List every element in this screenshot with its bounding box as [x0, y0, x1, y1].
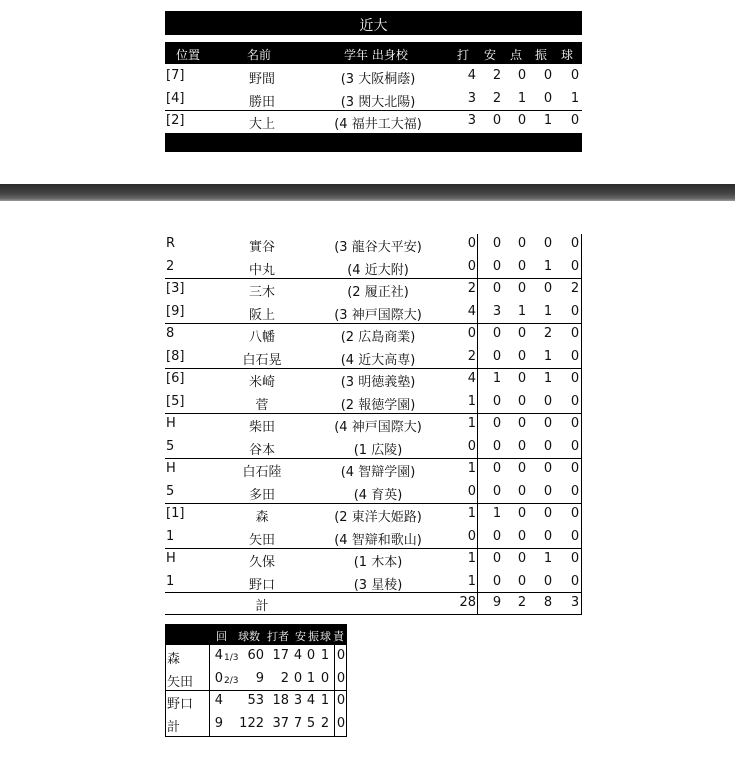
batter-position: 1 [166, 528, 175, 544]
batter-name: 大上 [248, 117, 275, 132]
batter-at-bats: 0 [467, 258, 476, 274]
pitcher-earned-runs: 0 [336, 648, 346, 663]
batter-name: 三木 [248, 285, 275, 300]
pitcher-innings-whole: 4 [214, 693, 223, 708]
pitching-right-border [346, 645, 347, 737]
batter-strikeouts: 0 [543, 416, 553, 431]
batter-at-bats: 3 [467, 113, 476, 128]
pitcher-strikeouts: 1 [306, 670, 316, 686]
header-walks: 球 [561, 48, 574, 62]
batter-name: 阪上 [248, 307, 275, 323]
batter-position: 1 [166, 573, 175, 589]
batter-walks: 0 [570, 416, 580, 431]
batter-hits: 3 [492, 303, 502, 319]
batter-rbi: 0 [517, 68, 527, 83]
batter-school: (4 育英) [353, 487, 403, 503]
batter-name: 多田 [248, 487, 275, 503]
batter-school: (3 神戸国際大) [334, 307, 422, 323]
batter-name: 中丸 [248, 262, 275, 278]
pitcher-strikeouts: 0 [306, 648, 316, 663]
total-label: 計 [255, 599, 269, 614]
batter-rbi: 0 [517, 461, 527, 476]
batter-school: (3 龍谷大平安) [334, 240, 422, 255]
batter-walks: 0 [570, 371, 580, 386]
batter-name: 野口 [248, 577, 275, 593]
total-strikeouts: 8 [543, 595, 553, 610]
batter-strikeouts: 1 [543, 371, 553, 386]
pitcher-name: 計 [167, 719, 181, 735]
pitcher-hits-allowed: 4 [293, 648, 303, 663]
batter-position: 5 [166, 483, 175, 499]
batter-walks: 0 [570, 393, 580, 409]
pitcher-innings-fraction: 1/3 [224, 653, 239, 663]
batter-name: 矢田 [248, 532, 275, 548]
batter-name: 柴田 [248, 420, 275, 435]
header-batters-faced: 打者 [267, 630, 289, 643]
batter-school: (2 広島商業) [340, 330, 416, 345]
batter-rbi: 0 [517, 573, 527, 589]
batter-walks: 0 [570, 506, 580, 521]
batter-rbi: 1 [517, 303, 527, 319]
row-separator [165, 503, 582, 504]
page-divider [0, 184, 735, 201]
row-separator [165, 323, 582, 324]
batter-at-bats: 0 [467, 326, 476, 341]
header-pitcher-strikeouts: 振 [308, 630, 319, 643]
batter-walks: 0 [570, 326, 580, 341]
header-pitch-count: 球数 [238, 630, 260, 643]
batter-position: H [166, 461, 176, 476]
pitcher-walks: 1 [320, 693, 330, 708]
batter-position: [1] [166, 506, 185, 521]
batter-walks: 0 [570, 551, 580, 566]
pitcher-pitch-count: 60 [247, 648, 264, 663]
top-footer-bar [165, 133, 582, 152]
batter-name: 米崎 [248, 375, 275, 390]
header-school: 学年 出身校 [344, 48, 408, 62]
batter-at-bats: 1 [467, 551, 476, 566]
batter-school: (4 近大高専) [340, 352, 416, 368]
batter-strikeouts: 1 [543, 303, 553, 319]
batter-at-bats: 2 [467, 348, 476, 364]
batter-hits: 0 [492, 551, 502, 566]
batter-name: 實谷 [248, 240, 275, 255]
pitching-left-border [165, 645, 166, 737]
batter-at-bats: 3 [467, 90, 476, 106]
pitcher-pitch-count: 9 [255, 670, 264, 686]
batter-rbi: 0 [517, 281, 527, 296]
batter-name: 白石陸 [242, 465, 282, 480]
batter-position: R [166, 236, 176, 251]
batter-hits: 0 [492, 326, 502, 341]
batter-name: 菅 [255, 397, 269, 413]
batter-strikeouts: 0 [543, 506, 553, 521]
total-separator [165, 592, 582, 593]
batter-school: (3 関大北陽) [340, 94, 416, 110]
batter-rbi: 0 [517, 483, 527, 499]
batter-hits: 0 [492, 438, 502, 454]
pitcher-earned-runs: 0 [336, 670, 346, 686]
pitcher-name: 野口 [167, 697, 194, 712]
batter-at-bats: 1 [467, 393, 476, 409]
batter-position: [8] [166, 348, 185, 364]
batter-hits: 0 [492, 573, 502, 589]
batter-name: 谷本 [248, 442, 275, 458]
header-rbi: 点 [510, 48, 523, 62]
batter-strikeouts: 0 [543, 573, 553, 589]
batter-hits: 0 [492, 348, 502, 364]
batter-walks: 0 [570, 68, 580, 83]
pitching-header-bar [165, 624, 347, 645]
batter-walks: 0 [570, 438, 580, 454]
pitcher-pitch-count: 53 [247, 693, 264, 708]
batter-walks: 0 [570, 528, 580, 544]
batter-at-bats: 2 [467, 281, 476, 296]
header-pitcher-walks: 球 [320, 630, 331, 643]
batter-at-bats: 4 [467, 303, 476, 319]
batter-at-bats: 0 [467, 483, 476, 499]
pitcher-batters-faced: 17 [272, 648, 289, 663]
batter-rbi: 0 [517, 393, 527, 409]
batter-rbi: 0 [517, 416, 527, 431]
pitcher-pitch-count: 122 [239, 715, 264, 731]
batter-strikeouts: 0 [543, 438, 553, 454]
batter-strikeouts: 0 [543, 393, 553, 409]
batter-name: 勝田 [248, 94, 275, 110]
row-separator [165, 548, 582, 549]
batter-at-bats: 0 [467, 438, 476, 454]
ab-divider [477, 234, 478, 615]
pitcher-name: 森 [167, 652, 181, 667]
total-at-bats: 28 [459, 595, 476, 610]
batter-position: H [166, 551, 176, 566]
batter-school: (1 木本) [353, 555, 403, 570]
batter-at-bats: 4 [467, 371, 476, 386]
pitcher-walks: 2 [320, 715, 330, 731]
batter-rbi: 0 [517, 258, 527, 274]
pitching-er-divider [334, 645, 335, 737]
batter-position: [6] [166, 371, 185, 386]
pitcher-innings-whole: 0 [214, 670, 223, 686]
batter-rbi: 0 [517, 506, 527, 521]
header-earned-runs: 責 [333, 630, 344, 643]
batter-at-bats: 0 [467, 236, 476, 251]
pitcher-innings-whole: 4 [214, 648, 223, 663]
batter-at-bats: 0 [467, 528, 476, 544]
header-hits: 安 [484, 48, 497, 62]
team-title: 近大 [359, 18, 388, 34]
batter-strikeouts: 0 [543, 236, 553, 251]
batter-walks: 0 [570, 113, 580, 128]
batter-school: (4 近大附) [347, 262, 409, 278]
pitcher-walks: 1 [320, 648, 330, 663]
row-separator [165, 368, 582, 369]
batter-at-bats: 1 [467, 461, 476, 476]
batter-school: (1 広陵) [353, 442, 403, 458]
batter-position: 2 [166, 258, 175, 274]
row-separator [165, 413, 582, 414]
row-separator [165, 278, 582, 279]
batter-rbi: 0 [517, 236, 527, 251]
batter-strikeouts: 1 [543, 551, 553, 566]
batter-hits: 0 [492, 393, 502, 409]
batter-position: [7] [166, 68, 185, 83]
header-hits-allowed: 安 [295, 630, 306, 643]
batter-walks: 0 [570, 483, 580, 499]
batter-strikeouts: 0 [543, 528, 553, 544]
batter-walks: 0 [570, 303, 580, 319]
total-rbi: 2 [517, 595, 527, 610]
batter-position: H [166, 416, 176, 431]
pitcher-innings-fraction: 2/3 [224, 675, 239, 686]
pitcher-hits-allowed: 3 [293, 693, 303, 708]
batter-strikeouts: 2 [543, 326, 553, 341]
batter-strikeouts: 1 [543, 258, 553, 274]
batter-walks: 0 [570, 236, 580, 251]
batter-name: 野間 [248, 72, 275, 87]
batter-walks: 0 [570, 461, 580, 476]
batter-walks: 0 [570, 258, 580, 274]
batter-school: (4 智辯学園) [340, 465, 416, 480]
pitcher-strikeouts: 5 [306, 715, 316, 731]
batter-rbi: 0 [517, 438, 527, 454]
batter-position: [4] [166, 90, 185, 106]
batter-position: 8 [166, 326, 175, 341]
batter-strikeouts: 0 [543, 68, 553, 83]
total-hits: 9 [492, 595, 502, 610]
batter-hits: 0 [492, 461, 502, 476]
team-title-bar [165, 11, 582, 35]
batter-position: [9] [166, 303, 185, 319]
column-header-bar [165, 42, 582, 64]
batter-strikeouts: 0 [543, 90, 553, 106]
batter-name: 久保 [248, 555, 275, 570]
batter-position: 5 [166, 438, 175, 454]
pitcher-batters-faced: 37 [272, 715, 289, 731]
header-position: 位置 [176, 48, 201, 62]
pitching-group-separator [165, 690, 347, 691]
batter-school: (4 神戸国際大) [334, 420, 422, 435]
pitcher-name: 矢田 [167, 674, 194, 690]
batter-hits: 1 [492, 506, 502, 521]
batter-hits: 2 [492, 68, 502, 83]
batter-rbi: 0 [517, 371, 527, 386]
batter-strikeouts: 0 [543, 281, 553, 296]
pitcher-batters-faced: 2 [280, 670, 289, 686]
batter-school: (3 星稜) [353, 577, 403, 593]
header-at-bats: 打 [457, 48, 470, 62]
batter-strikeouts: 0 [543, 483, 553, 499]
batter-name: 白石晃 [242, 352, 282, 368]
pitcher-walks: 0 [320, 670, 330, 686]
batter-rbi: 0 [517, 113, 527, 128]
batter-school: (2 履正社) [347, 285, 409, 300]
pitcher-strikeouts: 4 [306, 693, 316, 708]
batter-hits: 0 [492, 113, 502, 128]
batter-school: (4 智辯和歌山) [334, 532, 422, 548]
batter-strikeouts: 0 [543, 461, 553, 476]
batter-walks: 0 [570, 348, 580, 364]
batter-strikeouts: 1 [543, 113, 553, 128]
batter-rbi: 0 [517, 551, 527, 566]
batter-position: [2] [166, 113, 185, 128]
batter-school: (3 大阪桐蔭) [340, 72, 416, 87]
pitcher-earned-runs: 0 [336, 715, 346, 731]
batter-position: [3] [166, 281, 185, 296]
batter-rbi: 0 [517, 348, 527, 364]
batter-rbi: 1 [517, 90, 527, 106]
batter-hits: 0 [492, 258, 502, 274]
row-separator [165, 110, 582, 111]
batter-school: (2 報徳学園) [340, 397, 416, 413]
batter-school: (4 福井工大福) [334, 117, 422, 132]
pitcher-hits-allowed: 0 [293, 670, 303, 686]
batter-hits: 0 [492, 483, 502, 499]
batter-at-bats: 1 [467, 506, 476, 521]
batter-name: 森 [255, 510, 269, 525]
batter-rbi: 0 [517, 326, 527, 341]
batter-rbi: 0 [517, 528, 527, 544]
header-name: 名前 [247, 48, 272, 62]
row-separator [165, 458, 582, 459]
total-walks: 3 [570, 595, 580, 610]
header-strikeouts: 振 [535, 48, 548, 62]
batter-walks: 0 [570, 573, 580, 589]
pitcher-earned-runs: 0 [336, 693, 346, 708]
batter-hits: 2 [492, 90, 502, 106]
batter-hits: 1 [492, 371, 502, 386]
batter-at-bats: 4 [467, 68, 476, 83]
pitcher-batters-faced: 18 [272, 693, 289, 708]
batter-position: [5] [166, 393, 185, 409]
batter-hits: 0 [492, 281, 502, 296]
header-innings: 回 [216, 630, 227, 643]
batter-school: (2 東洋大姫路) [334, 510, 422, 525]
batter-name: 八幡 [248, 330, 275, 345]
batter-at-bats: 1 [467, 573, 476, 589]
batter-strikeouts: 1 [543, 348, 553, 364]
batter-hits: 0 [492, 416, 502, 431]
pitcher-innings-whole: 9 [214, 715, 223, 731]
total-bottom-line [165, 614, 582, 615]
batter-at-bats: 1 [467, 416, 476, 431]
pitching-bottom-border [165, 736, 347, 737]
batter-hits: 0 [492, 528, 502, 544]
batter-walks: 1 [570, 90, 580, 106]
pitcher-hits-allowed: 7 [293, 715, 303, 731]
batter-walks: 2 [570, 281, 580, 296]
batter-school: (3 明徳義塾) [340, 375, 416, 390]
batter-hits: 0 [492, 236, 502, 251]
